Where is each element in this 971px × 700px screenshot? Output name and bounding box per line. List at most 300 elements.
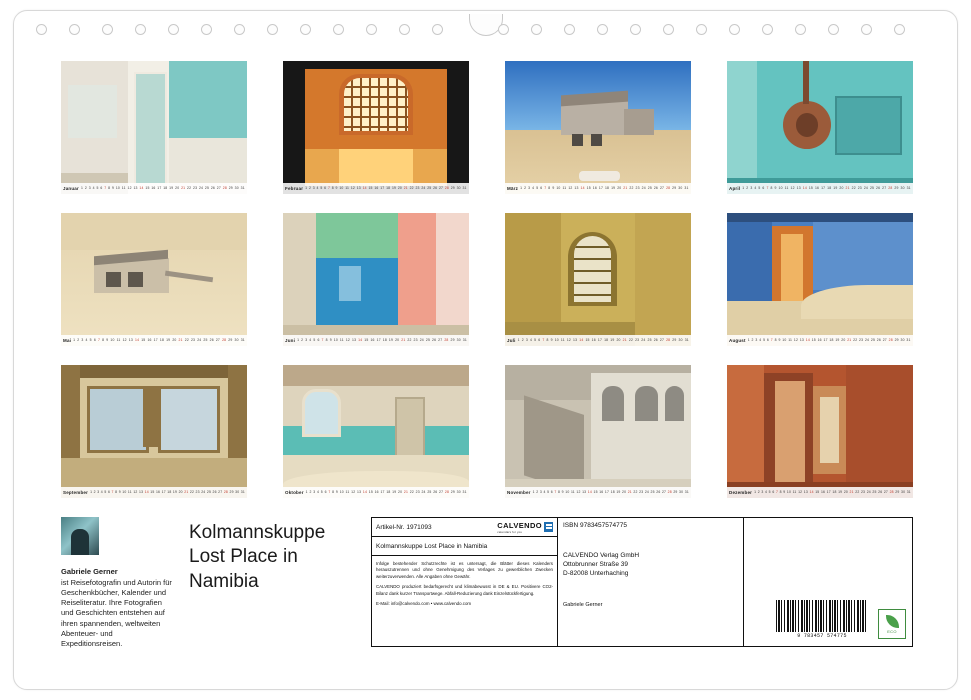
day-number: 28	[666, 337, 671, 342]
day-number: 4	[529, 337, 533, 342]
day-number: 31	[684, 337, 689, 342]
punch-hole	[432, 24, 443, 35]
punch-hole	[663, 24, 674, 35]
publisher-line: CALVENDO Verlag GmbH	[563, 552, 640, 559]
day-number: 13	[573, 337, 578, 342]
day-number: 16	[374, 185, 379, 190]
day-number: 25	[427, 185, 432, 190]
day-number: 20	[617, 185, 622, 190]
punch-hole	[201, 24, 212, 35]
photo-artwork	[727, 61, 913, 194]
punch-hole	[399, 24, 410, 35]
day-number: 12	[576, 489, 581, 494]
day-number: 9	[783, 489, 786, 494]
day-number: 3	[312, 185, 315, 190]
day-number: 6	[762, 185, 765, 190]
day-number: 16	[814, 185, 820, 190]
photo-artwork	[505, 365, 691, 498]
month-label: Juni	[285, 338, 296, 343]
article-number-cell	[372, 518, 557, 537]
day-number: 30	[234, 337, 239, 342]
month-label: Mai	[63, 338, 72, 343]
day-numbers	[73, 339, 245, 342]
legal-paragraph: E-Mail: info@calvendo.com • www.calvendo.com	[376, 600, 472, 606]
day-number: 25	[647, 337, 652, 342]
imprint-box	[371, 517, 913, 647]
day-number: 24	[641, 337, 646, 342]
day-number: 23	[857, 185, 862, 190]
day-number: 5	[320, 185, 323, 190]
day-number: 10	[122, 489, 127, 494]
day-number: 20	[178, 489, 183, 494]
day-number: 11	[562, 185, 567, 190]
day-number: 7	[327, 185, 331, 190]
day-number: 21	[181, 185, 186, 190]
day-number: 11	[121, 185, 126, 190]
day-number: 25	[204, 185, 210, 190]
day-number: 14	[809, 489, 814, 494]
day-number: 2	[751, 337, 754, 342]
day-number: 25	[869, 185, 875, 190]
day-number: 23	[413, 337, 418, 342]
day-number: 24	[419, 337, 424, 342]
day-number: 6	[324, 185, 327, 190]
day-number: 14	[579, 337, 584, 342]
day-number: 15	[586, 185, 591, 190]
month-date-strip	[61, 183, 247, 194]
day-number: 29	[895, 489, 900, 494]
day-number: 16	[817, 337, 822, 342]
day-numbers	[520, 187, 689, 190]
eco-badge	[878, 609, 906, 639]
day-number: 27	[439, 489, 444, 494]
day-numbers	[90, 491, 245, 494]
day-number: 4	[543, 489, 546, 494]
day-number: 25	[427, 489, 432, 494]
day-number: 9	[111, 185, 115, 190]
day-number: 5	[763, 337, 766, 342]
day-number: 17	[157, 185, 162, 190]
day-number: 23	[190, 337, 196, 342]
day-numbers	[754, 491, 911, 494]
day-number: 25	[647, 185, 652, 190]
day-number: 15	[811, 337, 816, 342]
month-date-strip	[505, 183, 691, 194]
legal-paragraph: Infolge bestehender Schutzrechte ist es untersagt, die Blätter dieses Kalenders herauszutrennen und ohne Genehmigung des Verlages zu gewerblichen Zwecken weiterzuverwenden. Alle Angaben ohne Gewähr.	[376, 561, 553, 579]
day-number: 3	[313, 489, 316, 494]
day-number: 7	[328, 489, 331, 494]
day-number: 6	[100, 185, 103, 190]
day-number: 31	[684, 185, 689, 190]
day-number: 31	[462, 185, 467, 190]
day-number: 9	[774, 185, 777, 190]
legal-text	[372, 556, 557, 646]
day-number: 29	[228, 337, 233, 342]
day-number: 29	[894, 185, 899, 190]
day-number: 21	[178, 337, 183, 342]
day-number: 14	[135, 337, 140, 342]
month-date-strip	[505, 487, 691, 498]
day-number: 13	[796, 185, 801, 190]
day-number: 31	[462, 337, 467, 342]
day-number: 17	[153, 337, 158, 342]
day-number: 29	[894, 337, 899, 342]
punch-hole	[366, 24, 377, 35]
day-number: 17	[826, 489, 831, 494]
day-number: 23	[415, 185, 420, 190]
month-label: November	[507, 490, 531, 495]
day-number: 5	[536, 185, 539, 190]
day-number: 27	[438, 185, 444, 190]
day-number: 11	[784, 185, 789, 190]
day-number: 12	[566, 337, 572, 342]
day-number: 30	[678, 337, 683, 342]
day-number: 4	[92, 185, 95, 190]
day-number: 20	[843, 489, 848, 494]
punch-hole	[795, 24, 806, 35]
month-date-strip	[61, 335, 247, 346]
day-number: 12	[345, 337, 350, 342]
day-number: 1	[297, 337, 300, 342]
day-number: 25	[206, 489, 212, 494]
day-number: 3	[81, 337, 84, 342]
day-number: 20	[172, 337, 177, 342]
day-number: 4	[100, 489, 103, 494]
day-number: 19	[169, 185, 174, 190]
day-number: 5	[104, 489, 107, 494]
day-number: 1	[742, 185, 745, 190]
day-number: 13	[133, 185, 138, 190]
calendar-sheet	[13, 10, 958, 690]
day-number: 26	[653, 185, 659, 190]
punch-hole	[135, 24, 146, 35]
day-number: 20	[175, 185, 180, 190]
day-number: 8	[774, 337, 777, 342]
day-number: 28	[666, 185, 671, 190]
punch-hole	[861, 24, 872, 35]
month-date-strip	[505, 335, 691, 346]
day-number: 24	[864, 337, 870, 342]
day-number: 3	[750, 185, 753, 190]
day-number: 28	[667, 489, 672, 494]
day-number: 19	[391, 185, 397, 190]
day-number: 1	[305, 185, 308, 190]
day-number: 30	[235, 489, 240, 494]
day-number: 1	[305, 489, 308, 494]
month-label: Dezember	[729, 490, 753, 495]
day-number: 21	[849, 489, 854, 494]
day-number: 9	[335, 185, 338, 190]
calendar-hanger	[469, 14, 503, 36]
day-number: 6	[107, 489, 111, 494]
day-number: 7	[104, 185, 107, 190]
title-line: Namibia	[189, 570, 259, 592]
day-number: 4	[316, 185, 319, 190]
day-number: 12	[793, 337, 799, 342]
day-number: 9	[550, 337, 553, 342]
day-number: 16	[592, 185, 597, 190]
punch-hole	[234, 24, 245, 35]
day-number: 6	[93, 337, 96, 342]
barcode-number: 9 783457 574775	[797, 633, 847, 639]
day-number: 31	[906, 489, 911, 494]
day-number: 14	[362, 489, 368, 494]
day-number: 23	[859, 337, 864, 342]
day-number: 10	[115, 185, 121, 190]
day-number: 4	[759, 337, 762, 342]
day-number: 3	[761, 489, 764, 494]
day-number: 2	[524, 185, 527, 190]
leaf-icon	[886, 615, 899, 628]
day-number: 16	[155, 489, 161, 494]
day-number: 2	[746, 185, 749, 190]
day-number: 29	[672, 185, 677, 190]
punch-hole	[828, 24, 839, 35]
month-date-strip	[727, 487, 913, 498]
day-number: 19	[838, 489, 843, 494]
day-numbers	[742, 187, 911, 190]
day-number: 28	[888, 185, 893, 190]
month-date-strip	[283, 183, 469, 194]
day-number: 10	[778, 185, 783, 190]
footer-area	[61, 511, 913, 679]
day-numbers	[518, 339, 689, 342]
day-numbers	[297, 339, 467, 342]
day-number: 8	[325, 337, 328, 342]
day-number: 9	[329, 337, 332, 342]
day-number: 18	[159, 337, 165, 342]
photo-artwork	[61, 365, 247, 498]
day-number: 11	[116, 337, 121, 342]
day-number: 28	[222, 185, 227, 190]
day-number: 23	[860, 489, 866, 494]
day-numbers	[305, 187, 467, 190]
calvendo-logo	[497, 521, 553, 534]
day-number: 4	[754, 185, 757, 190]
day-number: 26	[433, 489, 438, 494]
day-number: 27	[659, 337, 665, 342]
day-number: 21	[184, 489, 189, 494]
barcode	[776, 600, 868, 640]
day-number: 30	[901, 489, 906, 494]
day-number: 5	[534, 337, 537, 342]
day-number: 22	[628, 337, 634, 342]
day-number: 27	[218, 489, 223, 494]
day-number: 25	[425, 337, 431, 342]
punch-hole	[696, 24, 707, 35]
day-number: 6	[540, 185, 543, 190]
day-number: 13	[799, 337, 804, 342]
day-number: 29	[672, 337, 677, 342]
day-number: 1	[90, 489, 93, 494]
day-number: 14	[805, 337, 810, 342]
day-number: 14	[362, 185, 367, 190]
day-number: 8	[546, 337, 549, 342]
day-number: 26	[876, 185, 881, 190]
day-number: 18	[163, 185, 168, 190]
barcode-bars	[776, 600, 868, 632]
calendar-photo	[505, 213, 691, 346]
day-number: 22	[187, 185, 192, 190]
day-number: 16	[374, 489, 379, 494]
punch-hole	[729, 24, 740, 35]
day-number: 29	[450, 337, 455, 342]
day-number: 22	[853, 337, 858, 342]
day-number: 25	[870, 337, 876, 342]
page-title	[189, 521, 369, 594]
day-number: 31	[684, 489, 689, 494]
calendar-photo	[505, 61, 691, 194]
calendar-photo	[61, 213, 247, 346]
photo-artwork	[505, 61, 691, 194]
day-number: 2	[536, 489, 539, 494]
photo-artwork	[727, 213, 913, 346]
day-number: 31	[462, 489, 467, 494]
day-number: 8	[102, 337, 105, 342]
day-number: 24	[421, 185, 426, 190]
day-number: 12	[790, 185, 795, 190]
day-number: 19	[610, 337, 615, 342]
day-number: 25	[203, 337, 208, 342]
day-number: 22	[409, 185, 414, 190]
day-number: 9	[335, 489, 338, 494]
day-number: 15	[815, 489, 820, 494]
day-number: 18	[386, 489, 391, 494]
day-number: 19	[392, 489, 397, 494]
day-number: 25	[650, 489, 655, 494]
day-number: 18	[382, 337, 387, 342]
month-date-strip	[283, 487, 469, 498]
day-number: 20	[397, 185, 402, 190]
day-number: 27	[438, 337, 443, 342]
day-number: 12	[133, 489, 138, 494]
day-number: 20	[395, 337, 400, 342]
publisher-line: D-82008 Unterhaching	[563, 570, 629, 578]
day-number: 23	[635, 185, 640, 190]
day-number: 18	[604, 337, 609, 342]
day-number: 5	[313, 337, 316, 342]
day-number: 24	[641, 185, 646, 190]
photo-grid	[61, 61, 913, 498]
day-number: 17	[380, 185, 385, 190]
author-portrait	[61, 517, 99, 555]
day-number: 11	[788, 337, 793, 342]
day-number: 13	[356, 185, 361, 190]
day-number: 7	[97, 337, 101, 342]
punch-hole	[102, 24, 113, 35]
day-number: 31	[240, 185, 245, 190]
day-number: 11	[339, 337, 344, 342]
day-number: 19	[172, 489, 178, 494]
day-number: 6	[550, 489, 553, 494]
day-number: 10	[565, 489, 570, 494]
day-number: 15	[368, 185, 373, 190]
day-number: 1	[532, 489, 535, 494]
day-number: 19	[835, 337, 840, 342]
day-number: 22	[184, 337, 189, 342]
publisher-address	[563, 551, 738, 578]
day-number: 12	[351, 489, 356, 494]
imprint-subtitle: Kolmannskuppe Lost Place in Namibia	[372, 537, 557, 556]
day-numbers	[533, 491, 689, 494]
punch-hole	[300, 24, 311, 35]
day-number: 30	[900, 337, 905, 342]
day-number: 6	[324, 489, 327, 494]
day-number: 15	[808, 185, 814, 190]
day-number: 23	[415, 489, 420, 494]
day-number: 22	[407, 337, 412, 342]
day-number: 5	[547, 489, 550, 494]
day-number: 18	[610, 489, 615, 494]
month-label: September	[63, 490, 89, 495]
day-number: 7	[770, 337, 773, 342]
day-number: 12	[350, 185, 355, 190]
day-number: 27	[883, 489, 889, 494]
day-number: 13	[582, 489, 587, 494]
day-number: 9	[106, 337, 109, 342]
day-number: 27	[659, 185, 665, 190]
calendar-photo	[283, 213, 469, 346]
month-label: Februar	[285, 186, 304, 191]
day-number: 10	[782, 337, 787, 342]
day-number: 16	[151, 185, 156, 190]
day-number: 1	[754, 489, 757, 494]
month-label: Januar	[63, 186, 79, 191]
day-number: 4	[85, 337, 88, 342]
legal-paragraph: CALVENDO produziert bedarfsgerecht und klimabewusst in DE & EU. Positivere CO2-Bilanz dank kurzer Transportwege. Abfall-Reduzierung dank Einzelstückfertigung.	[376, 584, 553, 596]
punch-hole	[498, 24, 509, 35]
isbn-text: ISBN 9783457574775	[563, 522, 627, 529]
day-number: 24	[197, 337, 202, 342]
day-number: 4	[765, 489, 768, 494]
day-number: 19	[611, 185, 616, 190]
photo-artwork	[61, 61, 247, 194]
day-number: 9	[552, 185, 555, 190]
day-number: 30	[456, 489, 461, 494]
day-number: 26	[656, 489, 661, 494]
day-number: 3	[525, 337, 528, 342]
photo-artwork	[505, 213, 691, 346]
day-number: 31	[906, 337, 911, 342]
day-number: 2	[301, 337, 304, 342]
photo-artwork	[283, 213, 469, 346]
punch-hole	[762, 24, 773, 35]
day-number: 26	[433, 185, 438, 190]
day-number: 16	[147, 337, 152, 342]
day-number: 10	[339, 489, 344, 494]
day-number: 23	[639, 489, 644, 494]
day-number: 21	[403, 185, 408, 190]
day-number: 26	[653, 337, 658, 342]
day-number: 19	[388, 337, 394, 342]
punch-hole	[630, 24, 641, 35]
photo-artwork	[283, 365, 469, 498]
day-number: 22	[629, 185, 634, 190]
punch-hole	[168, 24, 179, 35]
day-number: 8	[332, 489, 335, 494]
day-number: 28	[444, 337, 449, 342]
punch-hole	[267, 24, 278, 35]
day-number: 7	[111, 489, 114, 494]
imprint-column-right	[744, 518, 912, 646]
day-number: 2	[77, 337, 80, 342]
day-number: 2	[93, 489, 96, 494]
day-number: 3	[539, 489, 542, 494]
calendar-photo	[61, 365, 247, 498]
day-number: 18	[604, 185, 610, 190]
day-number: 22	[855, 489, 860, 494]
day-number: 16	[820, 489, 826, 494]
